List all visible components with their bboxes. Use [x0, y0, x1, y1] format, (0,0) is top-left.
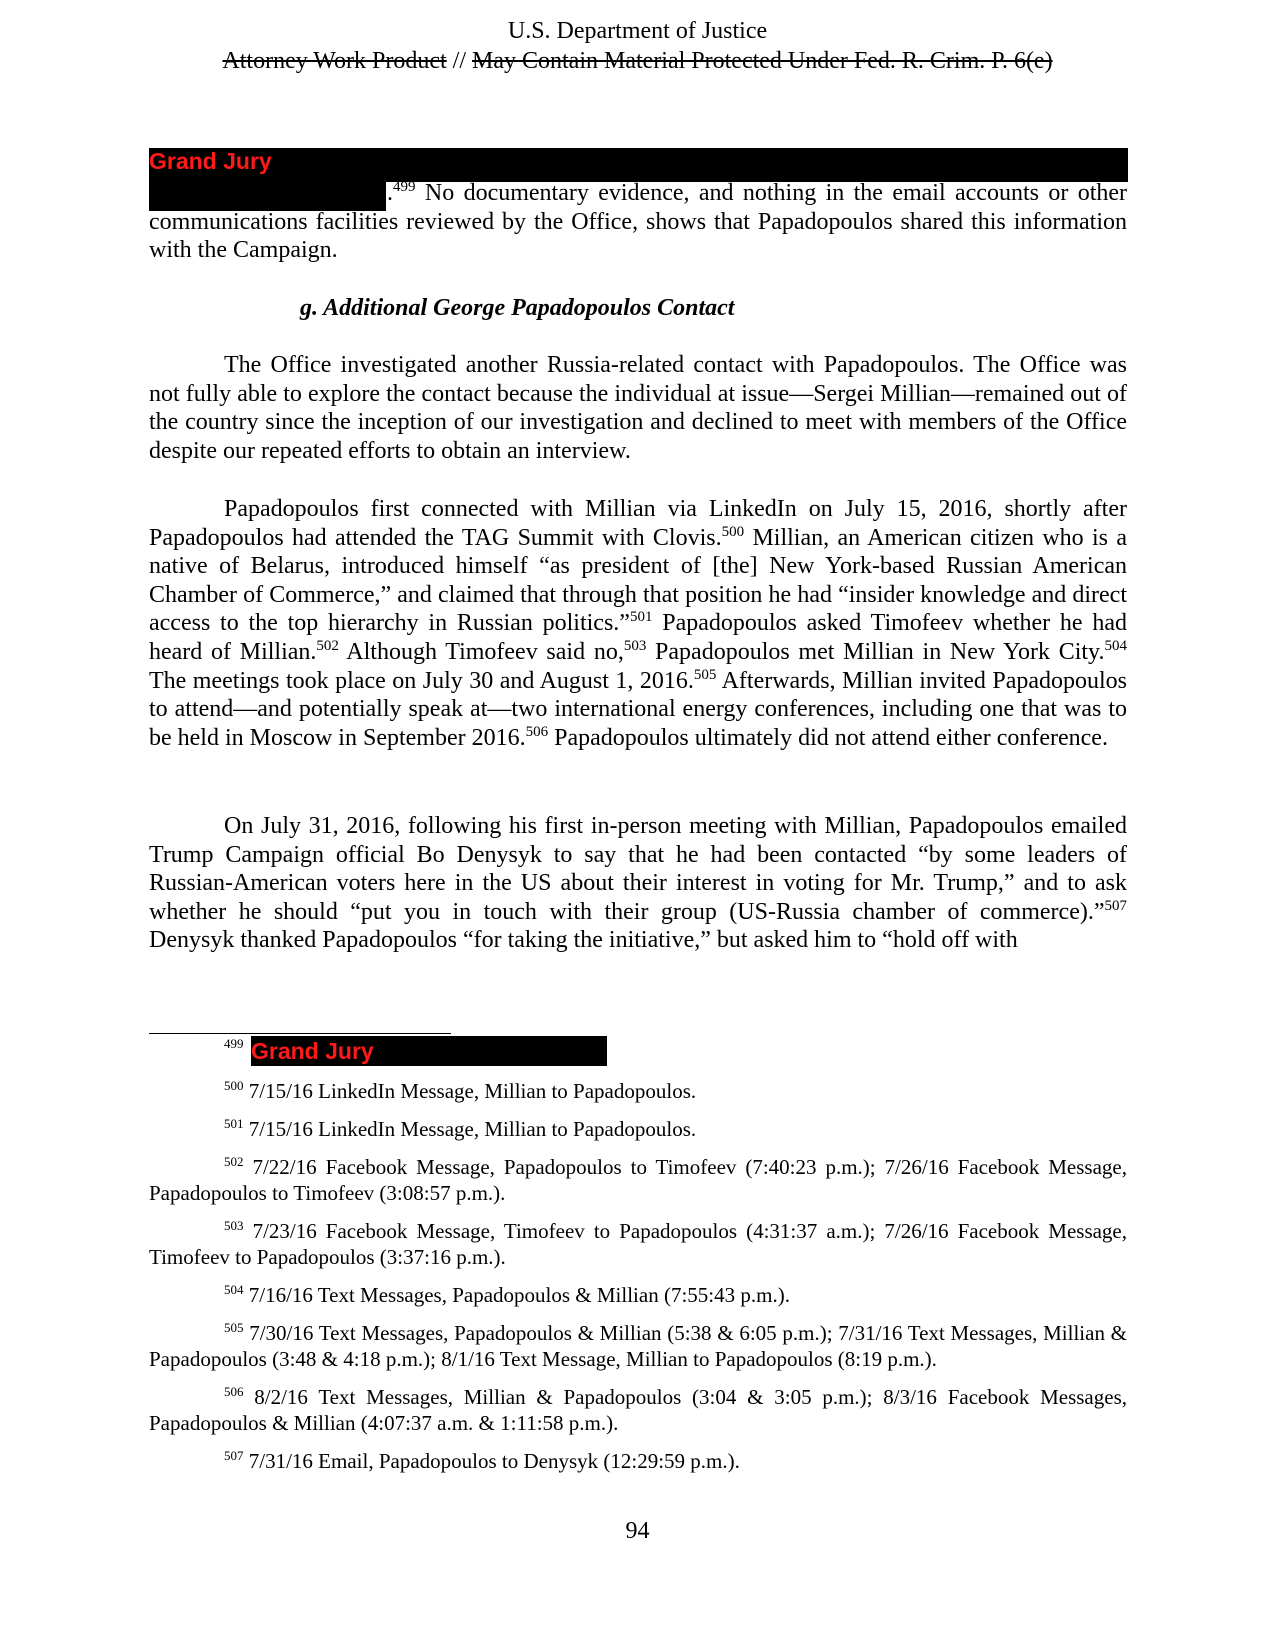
redaction-bar — [251, 1036, 607, 1066]
footnote-number: 501 — [224, 1116, 244, 1131]
footnote-507 — [149, 1448, 1127, 1474]
footnote-number: 500 — [224, 1078, 244, 1093]
footnote-text: 7/30/16 Text Messages, Papadopoulos & Millian (5:38 & 6:05 p.m.); 7/31/16 Text Messages, Millian & Papadopoulos (3:48 & 4:18 p.m.); 8/1/16 Text Message, Millian to Papadopoulos (8:19 p.m.). — [149, 1321, 1128, 1371]
footnote-ref: 502 — [316, 637, 339, 654]
footnote-505 — [149, 1320, 1127, 1372]
section-heading: g. Additional George Papadopoulos Contact — [300, 295, 735, 321]
redaction-label: Grand Jury — [251, 1038, 374, 1064]
paragraph-text: Papadopoulos asked Timofeev whether he had heard of Millian. — [149, 610, 1128, 665]
footnote-506 — [149, 1384, 1127, 1436]
header-work-product: Attorney Work Product — [222, 48, 447, 74]
header-marking — [0, 46, 1275, 76]
paragraph-text: On July 31, 2016, following his first in-person meeting with Millian, Papadopoulos emailed Trump Campaign official Bo Denysyk to say that he had been contacted “by some leaders of Russian-American voters here in the US about their interest in voting for Mr. Trump,” and to ask whether he should “put you in touch with their group (US-Russia chamber of commerce).” — [149, 813, 1127, 925]
header-department: U.S. Department of Justice — [507, 18, 768, 44]
header-separator: // — [446, 48, 473, 74]
intro-paragraph: .$^{499}$ No documentary evidence, and nothing in the email accounts or other communications facilities reviewed by the Office, shows that Papadopoulos shared this information with the Campaign. — [149, 179, 1128, 264]
footnote-divider — [149, 1033, 451, 1034]
paragraph-text: The meetings took place on July 30 and August 1, 2016. — [149, 667, 694, 694]
header-grand-jury-notice: May Contain Material Protected Under Fed. R. Crim. P. 6(e) — [472, 48, 1053, 74]
paragraph-text: Although Timofeev said no, — [338, 638, 624, 665]
footnote-text: 7/22/16 Facebook Message, Papadopoulos to Timofeev (7:40:23 p.m.); 7/26/16 Facebook Message, Papadopoulos to Timofeev (3:08:57 p.m.). — [149, 1155, 1127, 1205]
footnote-ref: 503 — [623, 637, 647, 654]
footnote-text: 7/23/16 Facebook Message, Timofeev to Papadopoulos (4:31:37 a.m.); 7/26/16 Facebook Message, Timofeev to Papadopoulos (3:37:16 p.m.). — [149, 1219, 1128, 1269]
footnote-number: 506 — [224, 1384, 244, 1399]
footnote-text: 7/15/16 LinkedIn Message, Millian to Papadopoulos. — [248, 1079, 697, 1103]
paragraph-1: The Office investigated another Russia-related contact with Papadopoulos. The Office was not fully able to explore the contact because the individual at issue—Sergei Millian—remained out of the country since the inception of our investigation and declined to meet with members of the Office despite our repeated efforts to obtain an interview. — [149, 352, 1127, 464]
paragraph-2 — [149, 495, 1127, 752]
footnote-ref: 499 — [393, 179, 416, 195]
footnote-ref: 505 — [693, 666, 717, 683]
redaction-bar — [149, 148, 1128, 182]
footnote-text: 8/2/16 Text Messages, Millian & Papadopoulos (3:04 & 3:05 p.m.); 8/3/16 Facebook Messages, Papadopoulos & Millian (4:07:37 a.m. & 1:11:58 p.m.). — [149, 1385, 1127, 1435]
footnote-text: 7/15/16 LinkedIn Message, Millian to Papadopoulos. — [248, 1117, 697, 1141]
footnote-number: 502 — [224, 1154, 244, 1169]
footnote-500 — [149, 1078, 1127, 1104]
footnote-502 — [149, 1154, 1127, 1206]
footnote-number: 504 — [224, 1282, 244, 1297]
footnote-ref: 507 — [1104, 897, 1127, 914]
footnote-503 — [149, 1218, 1127, 1270]
redaction-label: Grand Jury — [149, 148, 272, 174]
paragraph-3 — [149, 812, 1127, 955]
footnote-504 — [149, 1282, 1127, 1308]
paragraph-text: Millian, an American citizen who is a native of Belarus, introduced himself “as president of [the] New York-based Russian American Chamber of Commerce,” and claimed that through that position he had “insider knowledge and direct access to the top hierarchy in Russian politics.” — [149, 524, 1128, 637]
footnote-ref: 500 — [721, 523, 745, 540]
footnote-ref: 504 — [1104, 637, 1127, 654]
footnote-number: 499 — [224, 1036, 244, 1051]
footnote-number: 507 — [224, 1448, 244, 1463]
footnote-501 — [149, 1116, 1127, 1142]
paragraph-text: Denysyk thanked Papadopoulos “for taking the initiative,” but asked him to “hold off with — [149, 927, 1018, 954]
footnote-ref: 506 — [525, 723, 549, 740]
paragraph-text: Papadopoulos first connected with Millian via LinkedIn on July 15, 2016, shortly after Papadopoulos had attended the TAG Summit with Clovis. — [149, 496, 1127, 551]
footnote-499 — [224, 1036, 624, 1062]
footnote-number: 505 — [224, 1320, 244, 1335]
footnote-number: 503 — [224, 1218, 244, 1233]
paragraph-text: Papadopoulos met Millian in New York City. — [646, 638, 1105, 665]
intro-text: No documentary evidence, and nothing in the email accounts or other communications facilities reviewed by the Office, shows that Papadopoulos shared this information with the Campaign. — [149, 180, 1128, 264]
paragraph-text: Afterwards, Millian invited Papadopoulos to attend—and potentially speak at—two international energy conferences, including one that was to be held in Moscow in September 2016. — [149, 667, 1128, 751]
page-header — [0, 16, 1275, 76]
paragraph-text: Papadopoulos ultimately did not attend either conference. — [548, 724, 1108, 751]
footnote-ref: 501 — [629, 609, 653, 626]
page-number: 94 — [625, 1518, 650, 1544]
footnote-text: 7/16/16 Text Messages, Papadopoulos & Millian (7:55:43 p.m.). — [248, 1283, 790, 1307]
footnote-text: 7/31/16 Email, Papadopoulos to Denysyk (12:29:59 p.m.). — [248, 1449, 740, 1473]
